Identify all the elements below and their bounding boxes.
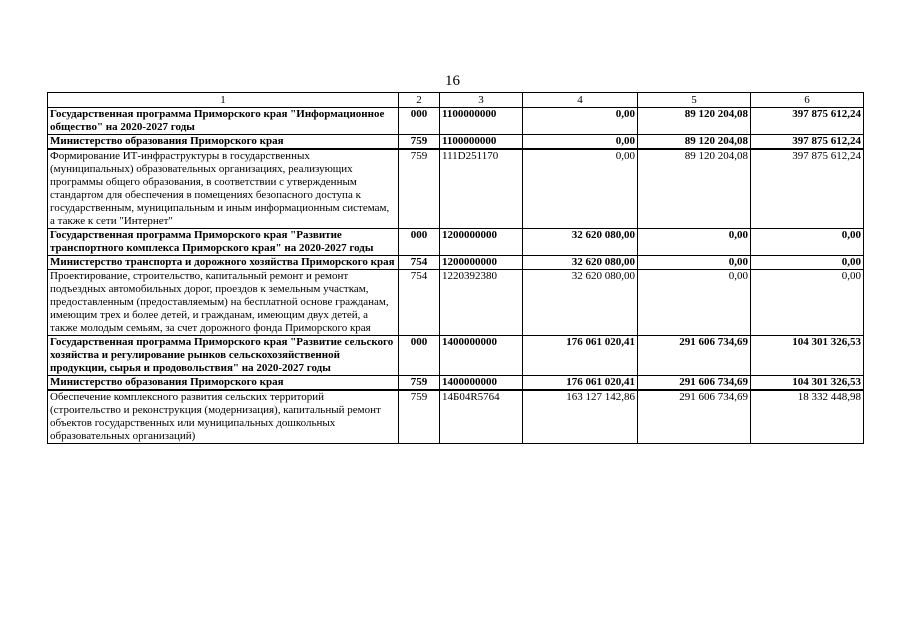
row-col5: 291 606 734,69 <box>638 336 751 376</box>
row-name: Государственная программа Приморского края "Информационное общество" на 2020-2027 годы <box>48 108 399 135</box>
table-row <box>48 390 864 444</box>
table-row <box>48 256 864 270</box>
budget-table <box>47 92 864 444</box>
table-row <box>48 149 864 229</box>
header-col-4: 4 <box>523 93 638 108</box>
header-col-3: 3 <box>440 93 523 108</box>
header-col-1: 1 <box>48 93 399 108</box>
table-row <box>48 336 864 376</box>
row-ministry-code: 759 <box>399 376 440 391</box>
row-name: Министерство транспорта и дорожного хозяйства Приморского края <box>48 256 399 270</box>
row-ministry-code: 759 <box>399 135 440 150</box>
row-col6: 0,00 <box>751 229 864 256</box>
row-col4: 176 061 020,41 <box>523 376 638 391</box>
row-col5: 291 606 734,69 <box>638 376 751 391</box>
row-ministry-code: 759 <box>399 390 440 444</box>
row-col5: 291 606 734,69 <box>638 390 751 444</box>
row-col6: 0,00 <box>751 256 864 270</box>
row-program-code: 111D251170 <box>440 149 523 229</box>
row-col6: 397 875 612,24 <box>751 149 864 229</box>
table-row <box>48 376 864 391</box>
row-name: Проектирование, строительство, капитальный ремонт и ремонт подъездных автомобильных дорог, проездов к земельным участкам, предоставленным (предоставляемым) на бесплатной основе гражданам, имеющим трех и более детей, и гражданам, имеющим двух детей, а также молодым семьям, за счет дорожного фонда Приморского края <box>48 270 399 336</box>
row-col6: 0,00 <box>751 270 864 336</box>
row-col4: 0,00 <box>523 149 638 229</box>
row-ministry-code: 754 <box>399 270 440 336</box>
row-col6: 18 332 448,98 <box>751 390 864 444</box>
row-col4: 32 620 080,00 <box>523 270 638 336</box>
header-col-5: 5 <box>638 93 751 108</box>
row-col4: 32 620 080,00 <box>523 256 638 270</box>
row-col6: 397 875 612,24 <box>751 108 864 135</box>
table-row <box>48 270 864 336</box>
row-program-code: 1200000000 <box>440 229 523 256</box>
row-name: Обеспечение комплексного развития сельских территорий (строительство и реконструкция (модернизация), капитальный ремонт объектов государственных или муниципальных дошкольных образовательных организаций) <box>48 390 399 444</box>
row-col5: 0,00 <box>638 270 751 336</box>
row-ministry-code: 754 <box>399 256 440 270</box>
row-program-code: 14Б04R5764 <box>440 390 523 444</box>
row-col6: 104 301 326,53 <box>751 336 864 376</box>
row-col4: 176 061 020,41 <box>523 336 638 376</box>
table-row <box>48 135 864 150</box>
row-col6: 397 875 612,24 <box>751 135 864 150</box>
table-row <box>48 108 864 135</box>
row-col5: 89 120 204,08 <box>638 108 751 135</box>
page-number: 16 <box>445 73 460 89</box>
row-name: Государственная программа Приморского края "Развитие транспортного комплекса Приморского края" на 2020-2027 годы <box>48 229 399 256</box>
header-col-6: 6 <box>751 93 864 108</box>
row-program-code: 1100000000 <box>440 108 523 135</box>
row-name: Министерство образования Приморского края <box>48 376 399 391</box>
row-col5: 89 120 204,08 <box>638 149 751 229</box>
row-col4: 163 127 142,86 <box>523 390 638 444</box>
row-col6: 104 301 326,53 <box>751 376 864 391</box>
table-row <box>48 229 864 256</box>
row-ministry-code: 000 <box>399 108 440 135</box>
row-col5: 89 120 204,08 <box>638 135 751 150</box>
row-name: Формирование ИТ-инфраструктуры в государственных (муниципальных) образовательных организациях, реализующих программы общего образования, в соответствии с утвержденным стандартом для обеспечения в помещениях безопасного доступа к государственным, муниципальным и иным информационным системам, а также к сети "Интернет" <box>48 149 399 229</box>
row-program-code: 1200000000 <box>440 256 523 270</box>
row-program-code: 1220392380 <box>440 270 523 336</box>
row-name: Государственная программа Приморского края "Развитие сельского хозяйства и регулирование рынков сельскохозяйственной продукции, сырья и продовольствия" на 2020-2027 годы <box>48 336 399 376</box>
row-program-code: 1400000000 <box>440 376 523 391</box>
row-col4: 0,00 <box>523 135 638 150</box>
row-program-code: 1100000000 <box>440 135 523 150</box>
row-col4: 0,00 <box>523 108 638 135</box>
header-col-2: 2 <box>399 93 440 108</box>
table-header-row <box>48 93 864 108</box>
row-name: Министерство образования Приморского края <box>48 135 399 150</box>
row-ministry-code: 000 <box>399 229 440 256</box>
row-col5: 0,00 <box>638 256 751 270</box>
row-ministry-code: 759 <box>399 149 440 229</box>
row-col4: 32 620 080,00 <box>523 229 638 256</box>
row-ministry-code: 000 <box>399 336 440 376</box>
row-col5: 0,00 <box>638 229 751 256</box>
row-program-code: 1400000000 <box>440 336 523 376</box>
